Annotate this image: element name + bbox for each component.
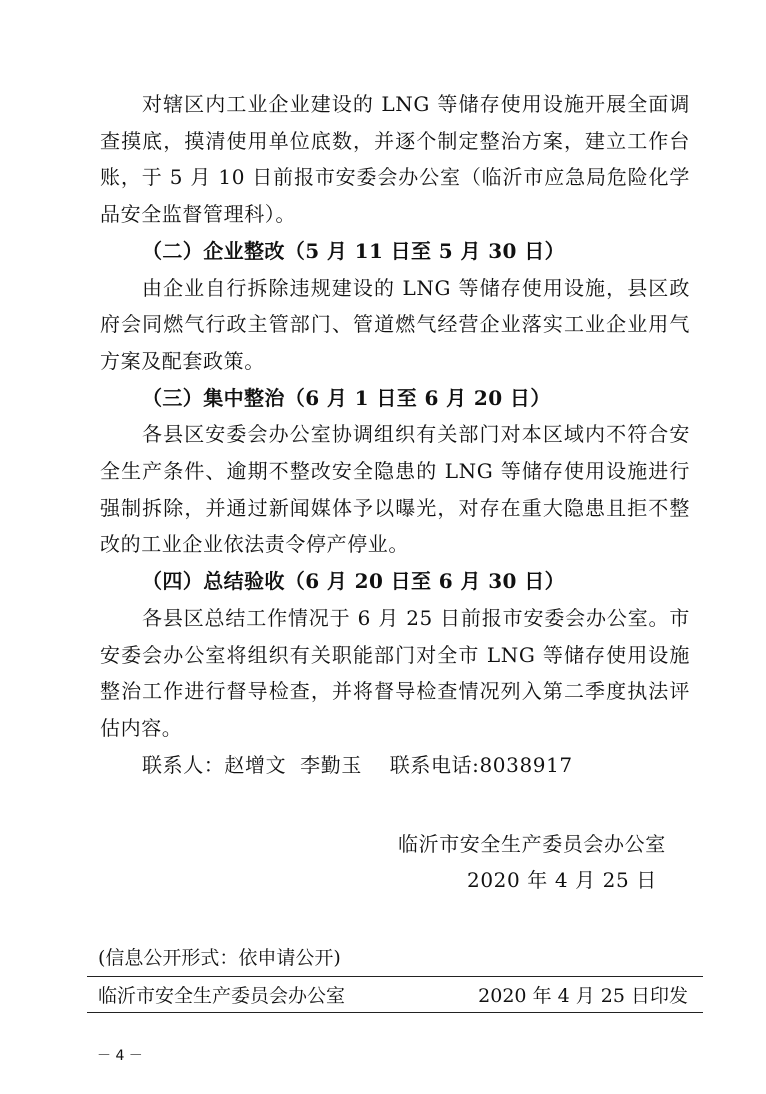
footer-rule-bottom [87, 1012, 703, 1013]
paragraph-concentrated: 各县区安委会办公室协调组织有关部门对本区域内不符合安全生产条件、逾期不整改安全隐患的 LNG 等储存使用设施进行强制拆除，并通过新闻媒体予以曝光，对存在重大隐患且拒不整改的工业企业依法责令停产停业。 [100, 422, 690, 557]
signature-date: 2020 年 4 月 25 日 [467, 868, 657, 892]
footer-print-date: 2020 年 4 月 25 日印发 [478, 985, 688, 1007]
footer-issuer: 临沂市安全生产委员会办公室 [98, 985, 346, 1007]
disclosure-note: (信息公开形式：依申请公开) [98, 947, 341, 969]
signature-organization: 临沂市安全生产委员会办公室 [398, 832, 666, 856]
page-number: － 4 － [97, 1048, 143, 1064]
footer-rule-top [87, 976, 703, 977]
section-heading-summary: （四）总结验收（6 月 20 日至 6 月 30 日） [142, 569, 566, 594]
contact-line: 联系人：赵增文 李勤玉 联系电话:8038917 [142, 752, 573, 777]
paragraph-survey: 对辖区内工业企业建设的 LNG 等储存使用设施开展全面调查摸底，摸清使用单位底数，并逐个制定整治方案，建立工作台账，于 5 月 10 日前报市安委会办公室（临沂市应急局危险化学品安全监督管理科）。 [100, 92, 690, 227]
document-body [100, 86, 690, 783]
section-heading-concentrated: （三）集中整治（6 月 1 日至 6 月 20 日） [142, 385, 551, 410]
paragraph-summary: 各县区总结工作情况于 6 月 25 日前报市安委会办公室。市安委会办公室将组织有关职能部门对全市 LNG 等储存使用设施整治工作进行督导检查，并将督导检查情况列入第二季度执法评估内容。 [100, 605, 690, 740]
section-heading-rectification: （二）企业整改（5 月 11 日至 5 月 30 日） [142, 238, 566, 263]
paragraph-rectification: 由企业自行拆除违规建设的 LNG 等储存使用设施，县区政府会同燃气行政主管部门、管道燃气经营企业落实工业企业用气方案及配套政策。 [100, 275, 690, 373]
